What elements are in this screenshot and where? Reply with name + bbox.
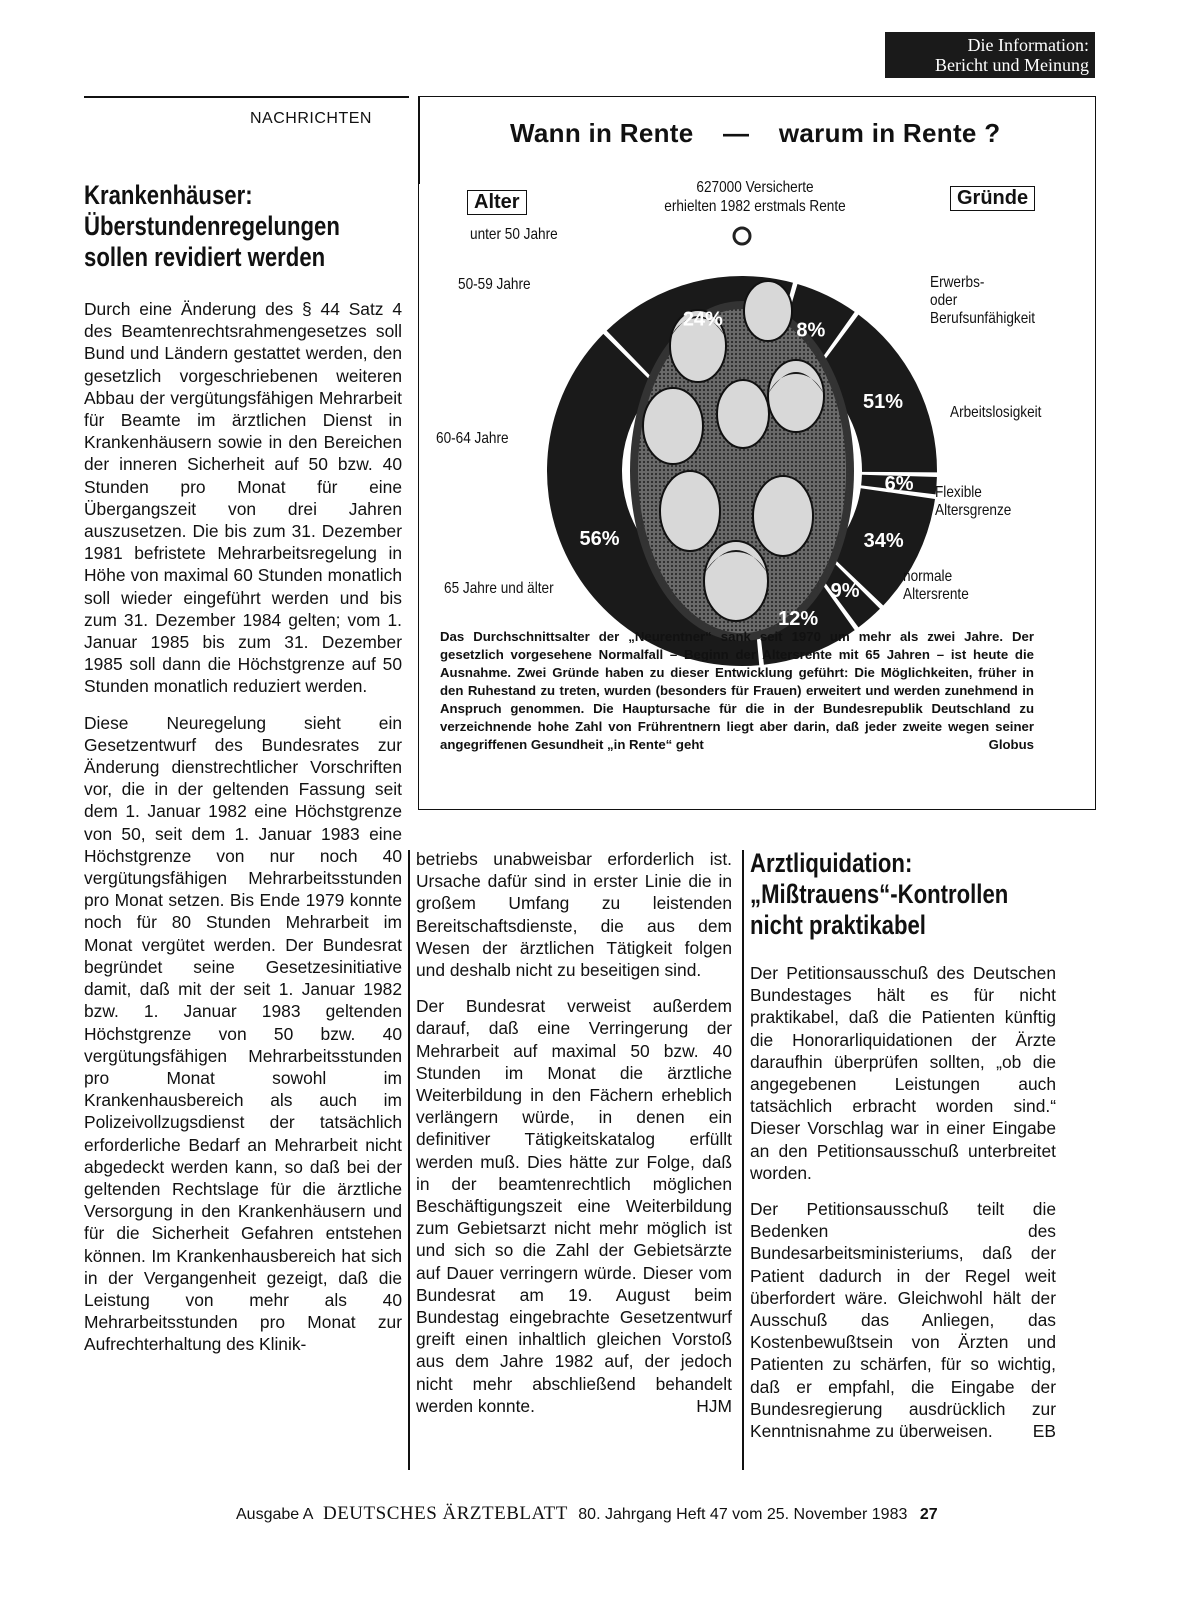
footer-magazine: DEUTSCHES ÄRZTEBLATT: [322, 1503, 568, 1524]
article2-signature: EB: [1032, 1421, 1056, 1442]
age-label-under50: unter 50 Jahre: [470, 226, 558, 243]
header-badge-line2: Bericht und Meinung: [935, 55, 1089, 75]
article1-paragraph3: betriebs unabweisbar erforderlich ist. Ursache dafür sind in erster Linie die in großem Umfang zu leistenden Bereitschaftsdienste, die aus dem Wesen der ärztlichen Tätigkeit folgen und deshalb nicht zu beseitigen sind.: [416, 849, 732, 981]
header-badge: [885, 32, 1095, 78]
article1-headline: [84, 180, 396, 273]
section-label: NACHRICHTEN: [250, 110, 372, 127]
caption-credit: Globus: [988, 737, 1034, 752]
infographic-caption: [440, 628, 1034, 754]
reason-label-unemployment: Arbeitslosigkeit: [950, 404, 1042, 421]
article2-paragraph2: Der Petitionsausschuß teilt die Bedenken des Bundesarbeitsministeriums, daß der Patient dadurch in der Regel weit überfordert wäre. Gleichwohl hält der Ausschuß das Anliegen, das Kostenbewußtsein von Ärzten und Patienten zu schärfen, für so wichtig, daß er empfahl, die Eingabe der Bundesregierung ausdrücklich zur Kenntnisnahme zu überweisen.: [750, 1199, 1056, 1442]
article1-paragraph4: Der Bundesrat verweist außerdem darauf, daß eine Verringerung der Mehrarbeit auf maximal 50 bzw. 40 Stunden im Monat die ärztliche Weiterbildung in den Fächern erheblich verlängern würde, in denen ein definitiver Tätigkeitskatalog erfüllt werden muß. Dies hätte zur Folge, daß in der beamtenrechtlich möglichen Beschäftigungszeit eine Weiterbildung zum Gebietsarzt nicht mehr möglich ist und sich so die Zahl der Gebietsärzte auf Dauer verringern würde. Dieser vom Bundesrat am 19. August beim Bundestag eingebrachte Gesetzentwurf greift einen inhaltlich gleichen Vorstoß aus dem Jahre 1982 auf, der jedoch nicht mehr abschließend behandelt werden konnte.: [416, 996, 732, 1416]
column-divider-1: [408, 850, 410, 1470]
article1-column2: [416, 848, 732, 1417]
reason-label-normal: normale Altersrente: [903, 568, 969, 603]
age-label-60-64: 60-64 Jahre: [436, 430, 509, 447]
medallion-ring: [734, 228, 750, 244]
footer-issue: 80. Jahrgang Heft 47 vom 25. November 1983: [578, 1506, 908, 1523]
article1-headline-line3: sollen revidiert werden: [84, 242, 326, 272]
reason-label-flexible: Flexible Altersgrenze: [935, 484, 1012, 519]
infographic-title-dash: —: [723, 118, 750, 148]
age-header: Alter: [467, 190, 527, 215]
header-badge-line1: Die Information:: [967, 35, 1089, 55]
age-value-label-0: 8%: [796, 319, 826, 342]
article1-headline-line2: Überstundenregelungen: [84, 211, 340, 241]
age-value-label-1: 24%: [682, 308, 723, 331]
article1-headline-line1: Krankenhäuser:: [84, 180, 253, 210]
top-rule: [84, 96, 409, 98]
article2-headline-line2: „Mißtrauens“-Kontrollen: [750, 879, 1009, 909]
article1-signature: HJM: [696, 1396, 732, 1417]
article2-headline-line3: nicht praktikabel: [750, 910, 926, 940]
reason-value-label-0: 51%: [862, 390, 904, 413]
age-value-label-3: 12%: [778, 608, 819, 631]
infographic-title-right: warum in Rente ?: [778, 118, 1001, 148]
reason-value-label-1: 6%: [884, 472, 914, 495]
article1-paragraph1: Durch eine Änderung des § 44 Satz 4 des Beamtenrechtsrahmengesetzes soll Bund und Ländern gestattet werden, den gesetzlich vorgeschriebenen weiteren Abbau der vergütungsfähigen Mehrarbeit für Beamte im ärztlichen Dienst in Krankenhäusern sowie in den Bereichen der inneren Sicherheit auf 50 bzw. 40 Stunden pro Monat für eine Übergangszeit von drei Jahren auszusetzen. Die bis zum 31. Dezember 1981 befristete Mehrarbeitsregelung in Höhe von maximal 60 Stunden monatlich soll wieder eingeführt werden und bis zum 31. Dezember 1984 gelten; vom 1. Januar 1985 bis zum 31. Dezember 1985 soll dann die Höchstgrenze auf 50 Stunden monatlich reduziert werden.: [84, 299, 402, 697]
reason-value-label-2: 34%: [863, 529, 904, 552]
article1-paragraph2: Diese Neuregelung sieht ein Gesetzentwurf des Bundesrates zur Änderung dienstrechtlicher Vorschriften vor, die in der geltenden Fassung seit dem 1. Januar 1982 eine Höchstgrenze von 50, seit dem 1. Januar 1983 eine Höchstgrenze von nur noch 40 vergütungsfähigen Mehrarbeitsstunden pro Monat setzen. Bis Ende 1979 konnte noch für 80 Stunden Mehrarbeit im Monat vergütet werden. Der Bundesrat begründet seine Gesetzesinitiative damit, daß mit der seit 1. Januar 1982 bzw. 1. Januar 1983 geltenden Höchstgrenze von 50 bzw. 40 vergütungsfähigen Mehrarbeitsstunden pro Monat sowohl im Krankenhausbereich als auch im Polizeivollzugsdienst der tatsächlich erforderliche Bedarf an Mehrarbeit nicht abgedeckt werden kann, so daß bei der geltenden Rechtslage für die ärztliche Versorgung in den Krankenhäusern und für die Sicherheit Gefahren entstehen können. Im Krankenhausbereich hat sich in der Vergangenheit gezeigt, daß die Leistung von mehr als 40 Mehrarbeitsstunden pro Monat zur Aufrechterhaltung des Klinik-: [84, 712, 402, 1355]
reason-value-label-3: 9%: [830, 580, 860, 603]
reasons-header: Gründe: [950, 186, 1035, 211]
reason-label-invalidity: Erwerbs- oder Berufsunfähigkeit: [930, 274, 1036, 327]
age-label-50-59: 50-59 Jahre: [458, 276, 531, 293]
column-divider-2: [742, 850, 744, 1470]
article2-headline: [750, 848, 1045, 941]
age-label-65plus: 65 Jahre und älter: [444, 580, 554, 597]
center-text-line2: erhielten 1982 erstmals Rente: [664, 198, 846, 215]
infographic-title-left: Wann in Rente: [510, 118, 694, 148]
footer-edition: Ausgabe A: [236, 1506, 313, 1523]
center-text-line1: 627000 Versicherte: [696, 179, 814, 196]
article2-paragraph1: Der Petitionsausschuß des Deutschen Bundestages hält es für nicht praktikabel, daß die Patienten künftig die Honorarliquidationen der Ärzte daraufhin überprüfen sollten, „ob die angegebenen Leistungen auch tatsächlich erbracht worden sind.“ Dieser Vorschlag war in einer Eingabe an den Petitionsausschuß unterbreitet worden.: [750, 963, 1056, 1183]
article1-column1: [84, 298, 402, 1370]
article2-body: [750, 962, 1056, 1442]
article2-headline-line1: Arztliquidation:: [750, 848, 913, 878]
age-value-label-2: 56%: [579, 528, 620, 551]
caption-text: Das Durchschnittsalter der „Neurentner“ sank seit 1970 um mehr als zwei Jahre. Der gesetzlich vorgesehene Normalfall – Beginn der Altersrente mit 65 Jahren – ist heute die Ausnahme. Zwei Gründe haben zu dieser Entwicklung geführt: Die Möglichkeiten, früher in den Ruhestand zu treten, wurden (besonders für Frauen) erweitert und werden zunehmend in Anspruch genommen. Die Hauptursache für die in der Bundesrepublik Deutschland zu verzeichnende hohe Zahl von Frührentnern liegt aber darin, daß jeder zweite wegen seiner angegriffenen Gesundheit „in Rente“ geht: [440, 629, 1034, 752]
footer: [236, 1503, 938, 1525]
footer-page-number: 27: [919, 1506, 938, 1523]
